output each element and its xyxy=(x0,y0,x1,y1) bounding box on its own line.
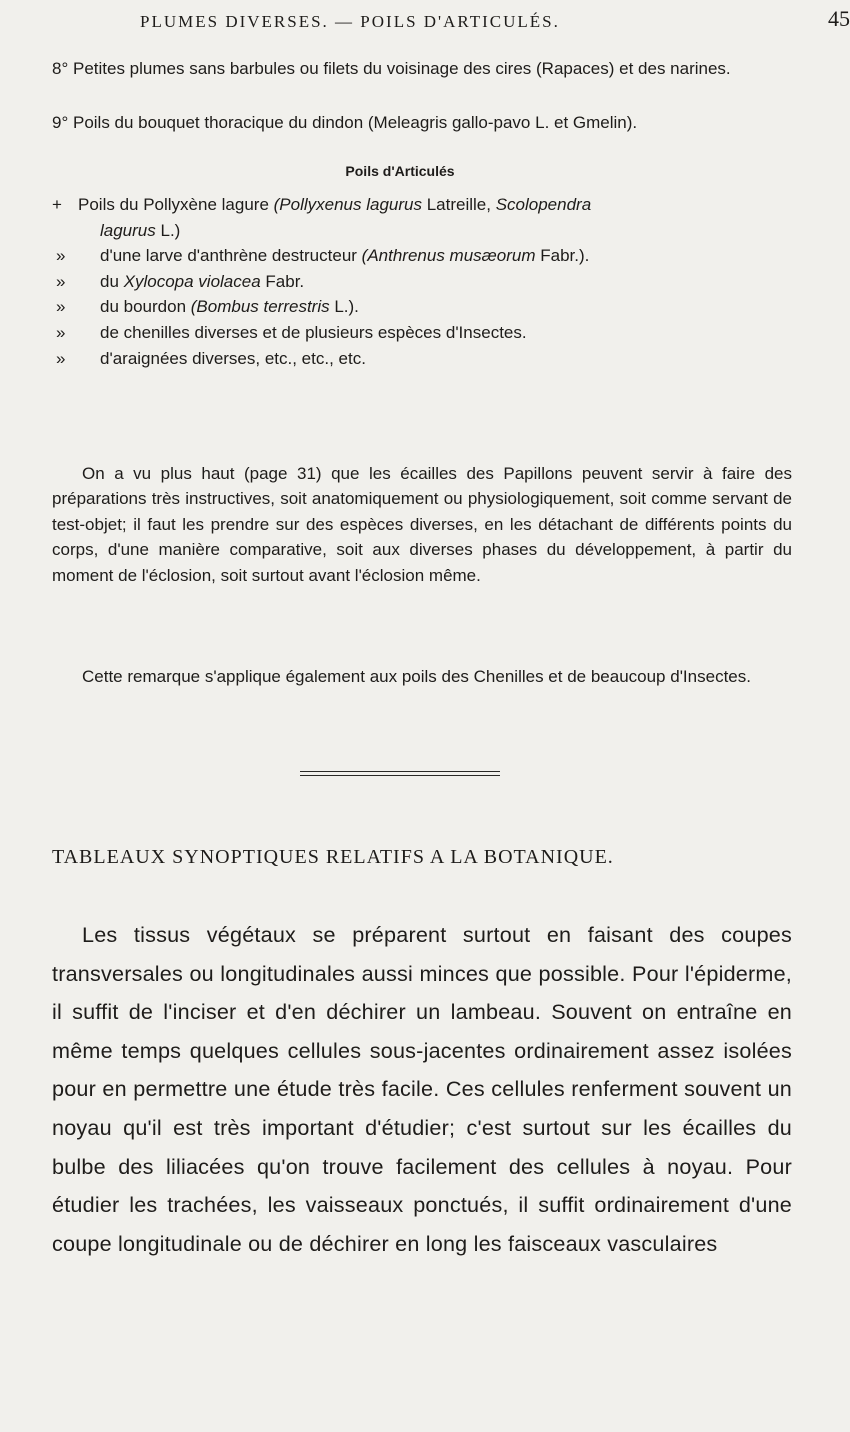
list-item: » de chenilles diverses et de plusieurs espèces d'Insectes. xyxy=(52,320,792,346)
tableaux-title: TABLEAUX SYNOPTIQUES RELATIFS A LA BOTANIQUE. xyxy=(52,846,614,868)
running-header xyxy=(140,6,850,32)
paragraph-papillons: On a vu plus haut (page 31) que les écailles des Papillons peuvent servir à faire des préparations très instructives, soit anatomiquement ou physiologiquement, soit comme servant de test-objet; il faut les prendre sur des espèces diverses, en les détachant de différents points du corps, d'une manière comparative, soit aux diverses phases du développement, à partir du moment de l'éclosion, soit surtout avant l'éclosion même. xyxy=(52,464,792,585)
list-marker-ditto: » xyxy=(56,322,66,342)
list-marker-ditto: » xyxy=(56,246,66,266)
list-item: » du bourdon (Bombus terrestris L.). xyxy=(52,294,792,320)
section-heading-articules: Poils d'Articulés xyxy=(345,163,455,179)
item-8-petites-plumes: 8° Petites plumes sans barbules ou filets du voisinage des cires (Rapaces) et des narines. xyxy=(52,59,731,78)
list-marker-ditto: » xyxy=(56,297,66,317)
list-marker-plus: + xyxy=(52,195,62,214)
list-item: » d'une larve d'anthrène destructeur (Anthrenus musæorum Fabr.). xyxy=(52,243,792,269)
list-item-continuation: lagurus L.) xyxy=(100,220,181,240)
botanique-paragraph: Les tissus végétaux se préparent surtout en faisant des coupes transversales ou longitudinales aussi minces que possible. Pour l'épiderme, il suffit de l'inciser et d'en déchirer un lambeau. Souvent on entraîne en même temps quelques cellules sous-jacentes ordinairement assez isolées pour en permettre une étude très facile. Ces cellules renferment souvent un noyau qu'il est très important d'étudier; c'est surtout sur les écailles du bulbe des liliacées qu'on trouve facilement des cellules à noyau. Pour étudier les trachées, les vaisseaux ponctués, il suffit ordinairement d'une coupe longitudinale ou de déchirer en long les faisceaux vasculaires xyxy=(52,922,792,1256)
divider-rule-top xyxy=(300,771,500,772)
list-item: » du Xylocopa violacea Fabr. xyxy=(52,269,792,295)
articules-list xyxy=(52,192,792,371)
running-title: PLUMES DIVERSES. — POILS D'ARTICULÉS. xyxy=(140,12,560,31)
divider-rule-bottom xyxy=(300,775,500,776)
list-item: » d'araignées diverses, etc., etc., etc. xyxy=(52,346,792,372)
list-marker-ditto: » xyxy=(56,271,66,291)
list-marker-ditto: » xyxy=(56,348,66,368)
page-number: 45 xyxy=(828,6,850,31)
list-item: + Poils du Pollyxène lagure (Pollyxenus lagurus Latreille, Scolopendra xyxy=(52,192,792,218)
item-9-poils-dindon: 9° Poils du bouquet thoracique du dindon (Meleagris gallo-pavo L. et Gmelin). xyxy=(52,113,638,132)
paragraph-chenilles: Cette remarque s'applique également aux poils des Chenilles et de beaucoup d'Insectes. xyxy=(82,667,751,686)
